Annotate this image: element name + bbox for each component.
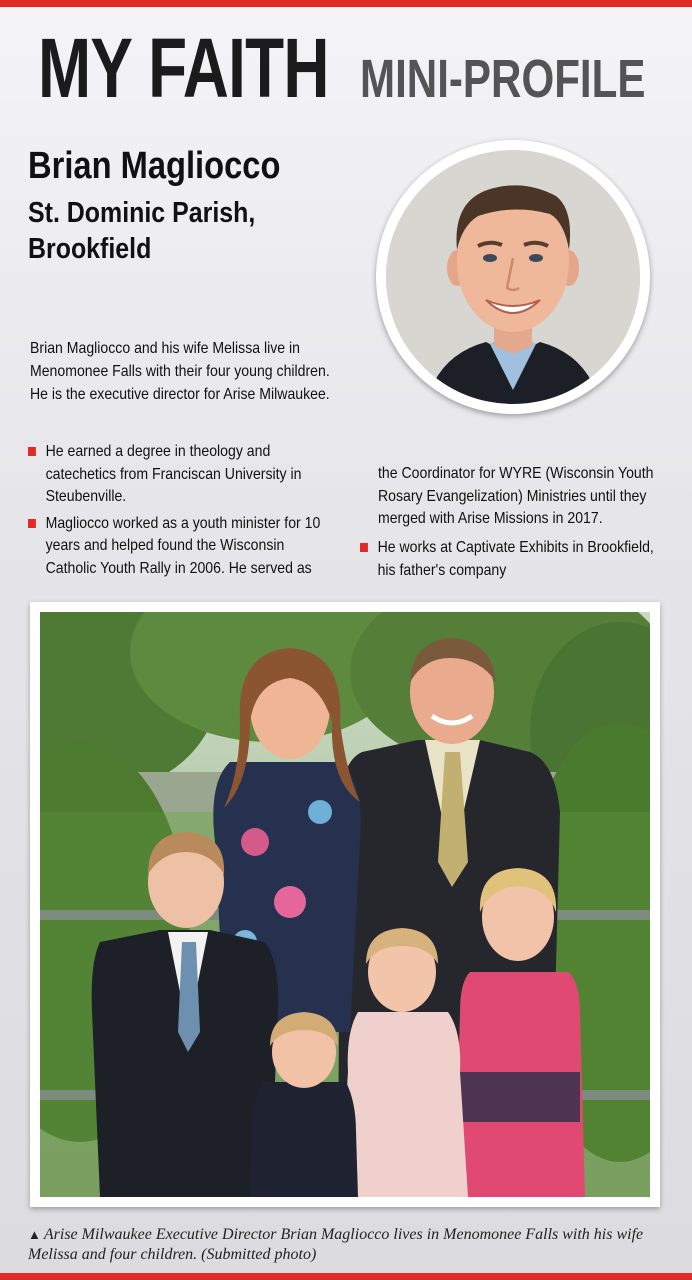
bullet-list-left [28, 441, 327, 584]
bullet-text: He earned a degree in theology and catechetics from Franciscan University in Steubenville. [45, 443, 302, 505]
parish-line-1: St. Dominic Parish, [28, 197, 256, 229]
parish-line-2: Brookfield [28, 233, 152, 265]
bullet-text: He works at Captivate Exhibits in Brookfield, his father's company [377, 539, 654, 579]
intro-paragraph: Brian Magliocco and his wife Melissa live in Menomonee Falls with their four young children. He is the executive director for Arise Milwaukee. [30, 340, 330, 403]
bullet-item [28, 513, 327, 581]
family-photo-frame [30, 602, 660, 1207]
caption-text: Arise Milwaukee Executive Director Brian Magliocco lives in Menomonee Falls with his wife Melissa and four children. (Submitted photo) [28, 1226, 644, 1263]
red-square-bullet-icon [28, 447, 36, 456]
family-photo [40, 612, 650, 1197]
profile-parish [28, 195, 255, 267]
triangle-marker-icon: ▲ [28, 1227, 41, 1242]
masthead-subtitle: MINI-PROFILE [360, 49, 646, 109]
masthead-title: MY FAITH [38, 21, 329, 115]
portrait-illustration [386, 150, 640, 404]
red-square-bullet-icon [360, 543, 368, 552]
red-square-bullet-icon [28, 519, 36, 528]
bottom-red-bar [0, 1273, 692, 1280]
bullet-text: Magliocco worked as a youth minister for 10 years and helped found the Wisconsin Catholic Youth Rally in 2006. He served as [45, 514, 321, 577]
portrait-photo [386, 150, 640, 404]
bullet-list-right [360, 537, 659, 582]
bullet-item [360, 537, 659, 582]
profile-name: Brian Magliocco [28, 145, 281, 187]
photo-caption [28, 1225, 678, 1265]
bullet-item [28, 441, 327, 509]
top-red-bar [0, 0, 692, 7]
profile-page [0, 7, 692, 1273]
bullet-continuation: the Coordinator for WYRE (Wisconsin Youth Rosary Evangelization) Ministries until they merged with Arise Missions in 2017. [378, 465, 654, 527]
masthead [38, 21, 646, 115]
family-photo-illustration [40, 612, 650, 1197]
portrait-frame [376, 140, 650, 414]
